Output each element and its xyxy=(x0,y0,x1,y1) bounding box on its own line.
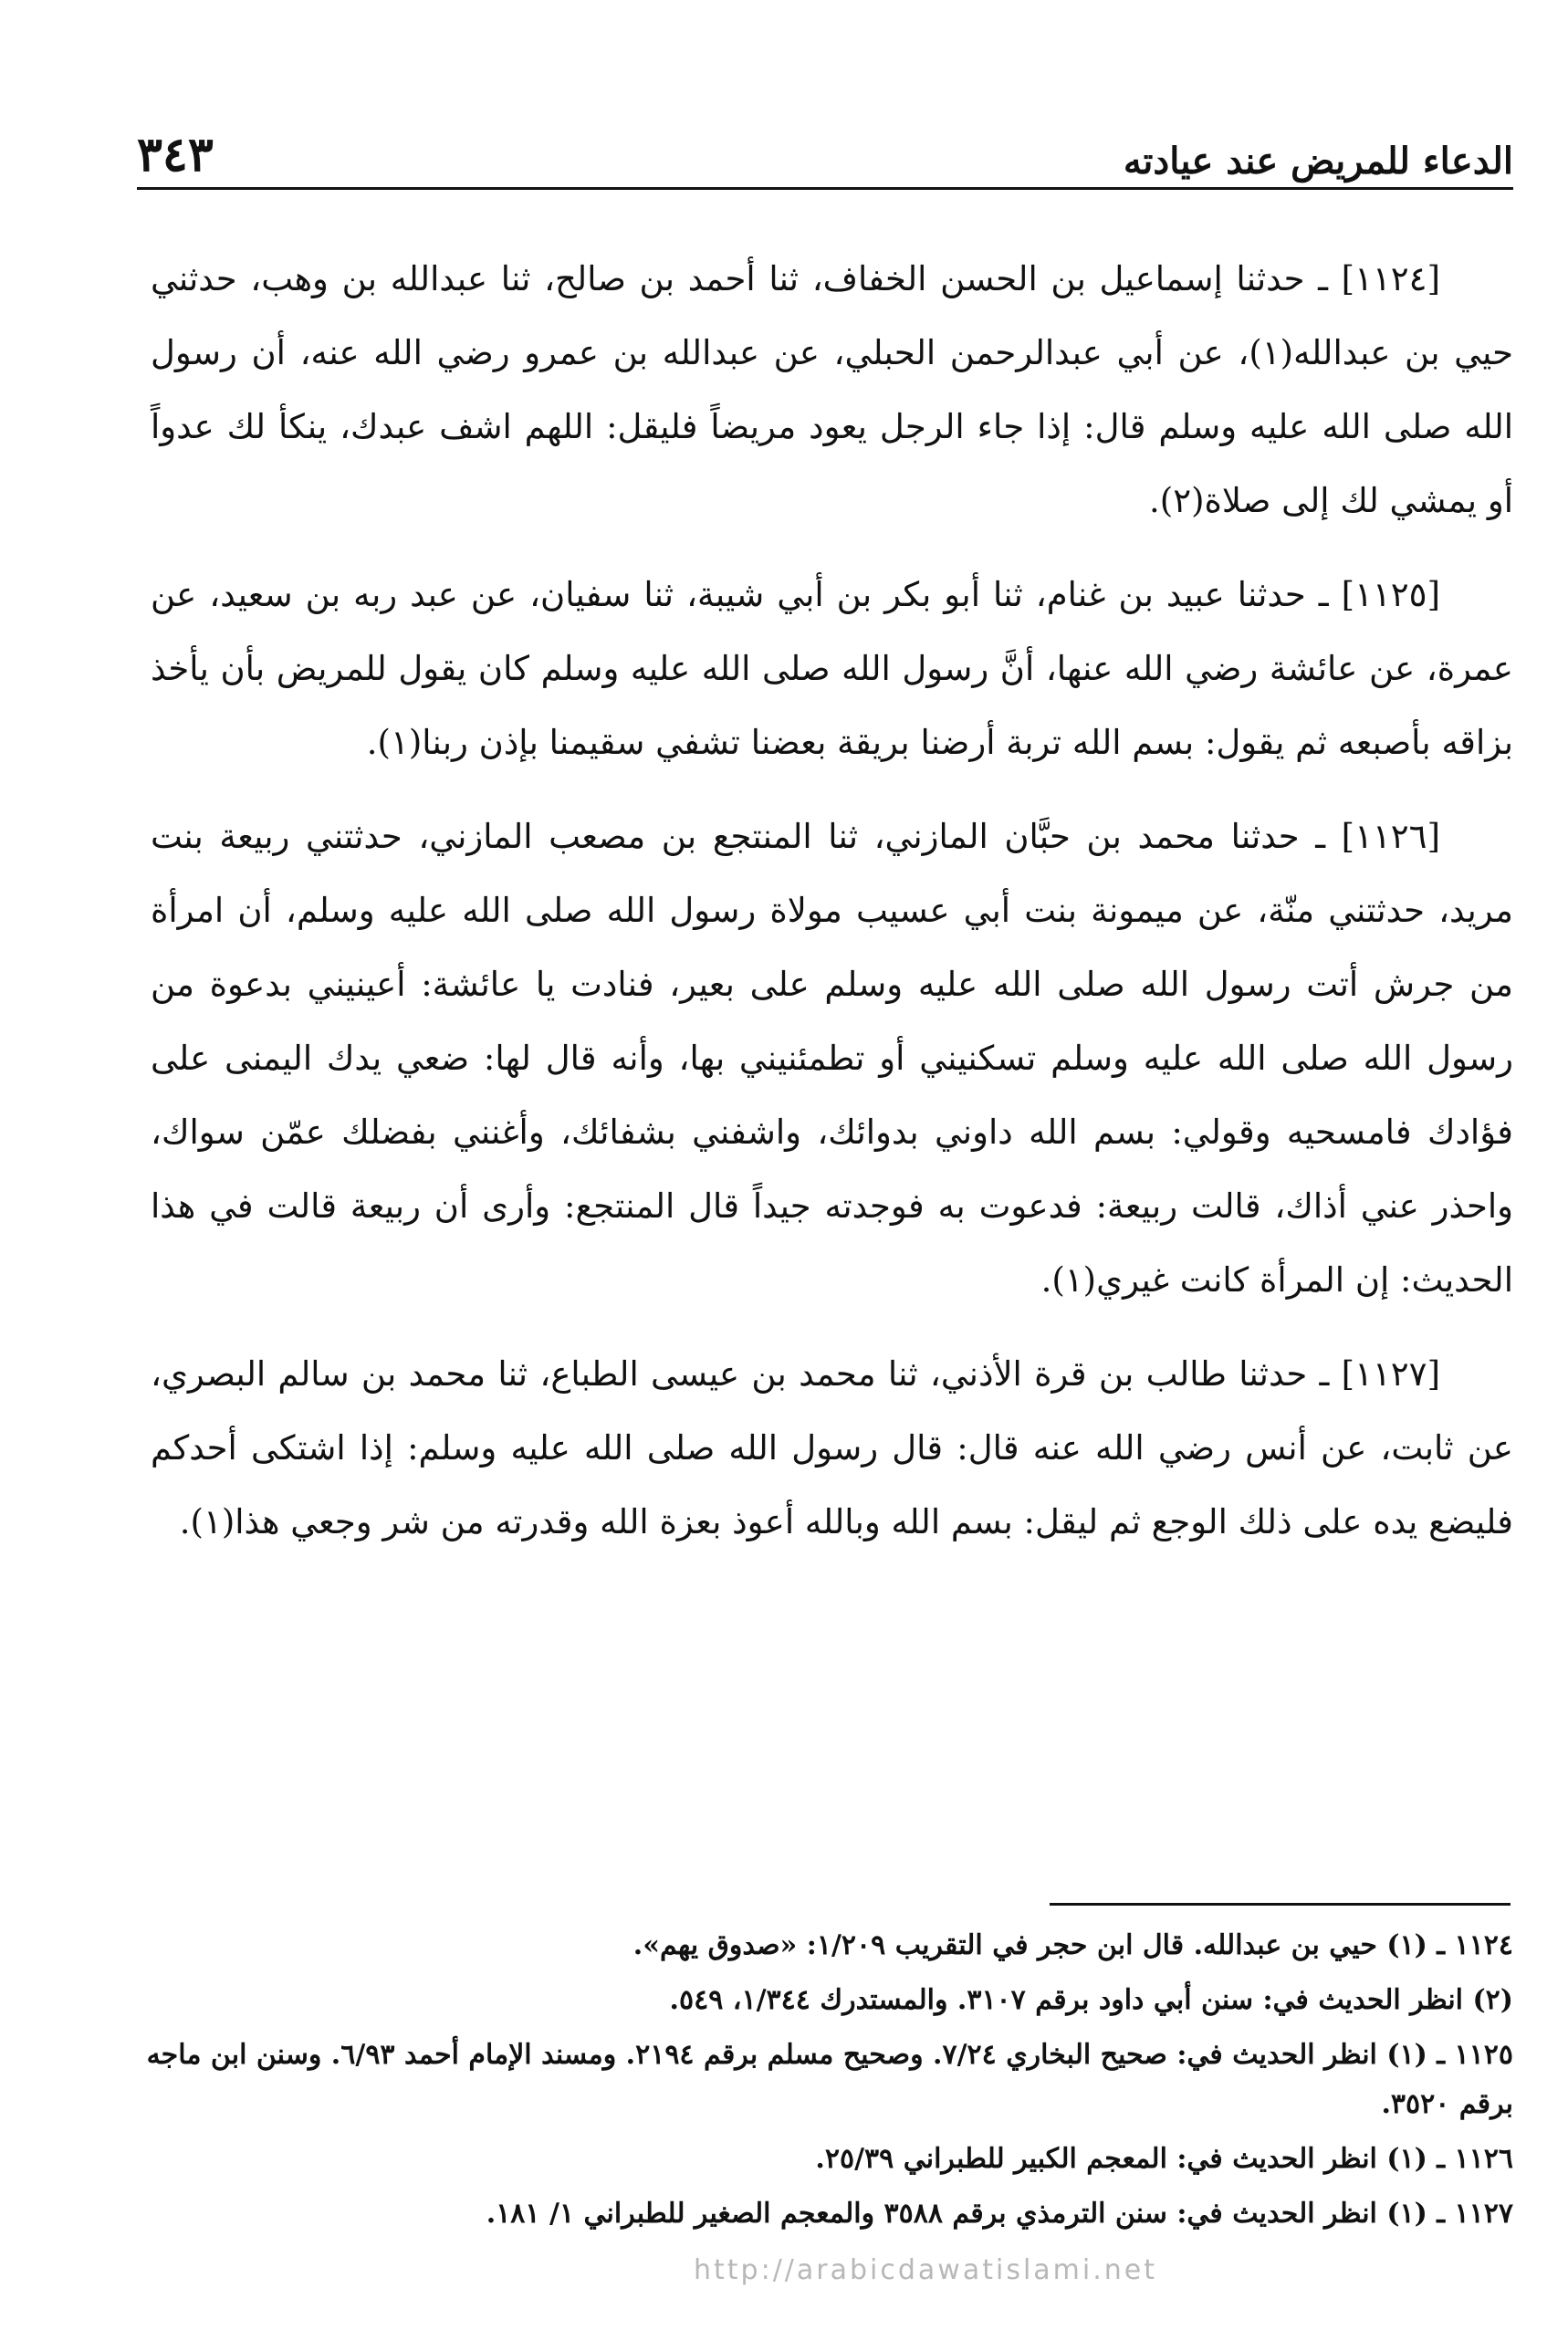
hadith-1126: [١١٢٦] ـ حدثنا محمد بن حبَّان المازني، ثنا المنتجع بن مصعب المازني، حدثتني ربيعة بنت مريد، حدثتني منّة، عن ميمونة بنت أبي عسيب مولاة رسول الله صلى الله عليه وسلم، أن امرأة من جرش أتت رسول الله صلى الله عليه وسلم على بعير، فنادت يا عائشة: أعينيني بدعوة من رسول الله صلى الله عليه وسلم تسكنيني أو تطمئنيني بها، وأنه قال لها: ضعي يدك اليمنى على فؤادك فامسحيه وقولي: بسم الله داوني بدوائك، واشفني بشفائك، وأغنني بفضلك عمّن سواك، واحذر عني أذاك، قالت ربيعة: فدعوت به فوجدته جيداً قال المنتجع: وأرى أن ربيعة قالت في هذا الحديث: إن المرأة كانت غيري(١). xyxy=(151,817,1513,1300)
footnotes xyxy=(146,1921,1513,2244)
footnote-divider xyxy=(1050,1903,1511,1906)
hadith-1125: [١١٢٥] ـ حدثنا عبيد بن غنام، ثنا أبو بكر بن أبي شيبة، ثنا سفيان، عن عبد ربه بن سعيد، عن عمرة، عن عائشة رضي الله عنها، أنَّ رسول الله صلى الله عليه وسلم كان يقول للمريض بأن يأخذ بزاقه بأصبعه ثم يقول: بسم الله تربة أرضنا بريقة بعضنا تشفي سقيمنا بإذن ربنا(١). xyxy=(151,575,1513,762)
main-text xyxy=(151,242,1513,1579)
hadith-1127: [١١٢٧] ـ حدثنا طالب بن قرة الأذني، ثنا محمد بن عيسى الطباع، ثنا محمد بن سالم البصري، عن ثابت، عن أنس رضي الله عنه قال: قال رسول الله صلى الله عليه وسلم: إذا اشتكى أحدكم فليضع يده على ذلك الوجع ثم ليقل: بسم الله وبالله أعوذ بعزة الله وقدرته من شر وجعي هذا(١). xyxy=(151,1354,1513,1541)
footnote-1127-1: ١١٢٧ ـ (١) انظر الحديث في: سنن الترمذي برقم ٣٥٨٨ والمعجم الصغير للطبراني ١/ ١٨١. xyxy=(486,2198,1513,2230)
running-title: الدعاء للمريض عند عيادته xyxy=(1123,140,1513,183)
watermark: http://arabicdawatislami.net xyxy=(694,2254,1157,2286)
footnote-1125-1: ١١٢٥ ـ (١) انظر الحديث في: صحيح البخاري ٧/٢٤. وصحيح مسلم برقم ٢١٩٤. ومسند الإمام أحمد ٦/٩٣. وسنن ابن ماجه برقم ٣٥٢٠. xyxy=(146,2039,1513,2120)
hadith-1124: [١١٢٤] ـ حدثنا إسماعيل بن الحسن الخفاف، ثنا أحمد بن صالح، ثنا عبدالله بن وهب، حدثني حيي بن عبدالله(١)، عن أبي عبدالرحمن الحبلي، عن عبدالله بن عمرو رضي الله عنه، أن رسول الله صلى الله عليه وسلم قال: إذا جاء الرجل يعود مريضاً فليقل: اللهم اشف عبدك، ينكأ لك عدواً أو يمشي لك إلى صلاة(٢). xyxy=(151,259,1513,520)
running-head xyxy=(137,100,1513,183)
footnote-1124-1: ١١٢٤ ـ (١) حيي بن عبدالله. قال ابن حجر في التقريب ١/٢٠٩: «صدوق يهم». xyxy=(632,1929,1513,1961)
header-divider xyxy=(137,187,1513,190)
footnote-1126-1: ١١٢٦ ـ (١) انظر الحديث في: المعجم الكبير للطبراني ٢٥/٣٩. xyxy=(815,2143,1513,2175)
page-number: ٣٤٣ xyxy=(137,127,214,183)
footnote-1124-2: (٢) انظر الحديث في: سنن أبي داود برقم ٣١٠٧. والمستدرك ١/٣٤٤، ٥٤٩. xyxy=(669,1984,1513,2016)
